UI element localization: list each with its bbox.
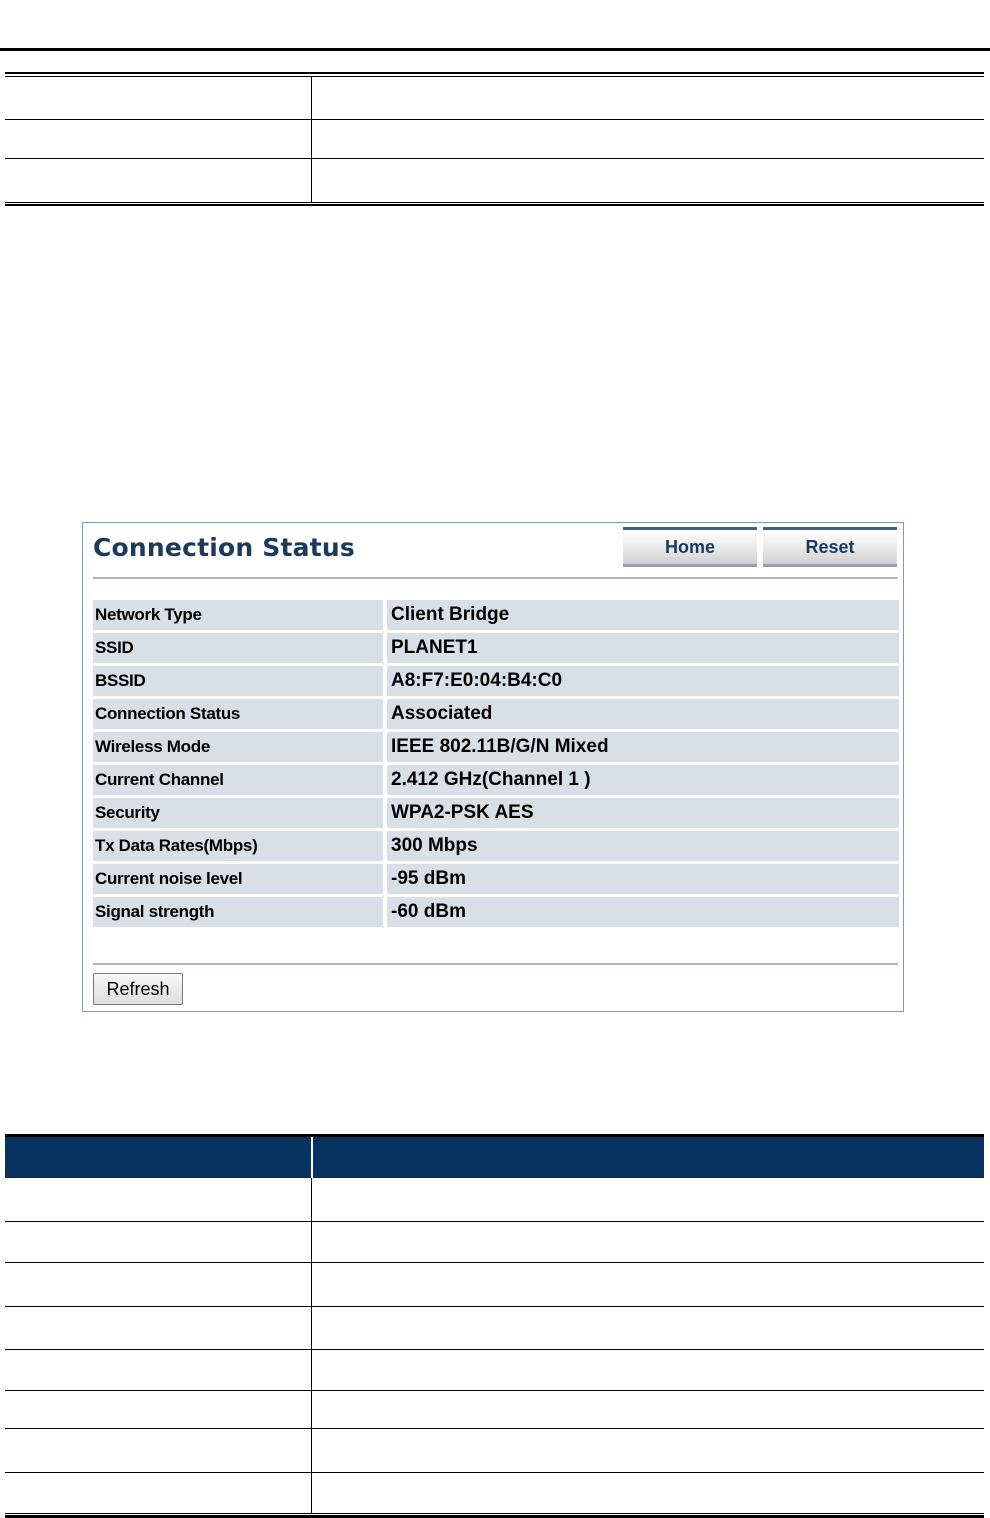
status-value: Client Bridge	[383, 600, 899, 630]
table-cell	[5, 1473, 312, 1513]
status-label: Security	[93, 798, 383, 828]
table-cell	[312, 120, 984, 158]
table-cell	[5, 120, 312, 158]
table-row	[5, 1178, 984, 1222]
status-value: A8:F7:E0:04:B4:C0	[383, 666, 899, 696]
table-cell	[312, 1263, 984, 1306]
page-header-rule	[0, 48, 990, 51]
table-cell	[5, 1222, 312, 1262]
table-cell	[5, 159, 312, 202]
status-label: Connection Status	[93, 699, 383, 729]
table-cell	[5, 1178, 312, 1221]
status-row-ssid	[93, 633, 899, 663]
table-cell	[5, 1391, 312, 1428]
table-cell	[312, 1222, 984, 1262]
table-cell	[5, 1429, 312, 1472]
table-row	[5, 120, 984, 159]
status-label: BSSID	[93, 666, 383, 696]
table-cell	[312, 77, 984, 119]
title-divider	[93, 577, 898, 579]
status-value: Associated	[383, 699, 899, 729]
table-row	[5, 159, 984, 202]
table-row	[5, 1429, 984, 1473]
reset-button[interactable]: Reset	[763, 527, 897, 564]
status-value: IEEE 802.11B/G/N Mixed	[383, 732, 899, 762]
status-label: Current noise level	[93, 864, 383, 894]
status-table	[93, 597, 899, 930]
status-row-wireless-mode	[93, 732, 899, 762]
status-row-tx-data-rates	[93, 831, 899, 861]
top-description-table	[5, 72, 984, 206]
footer-divider	[93, 963, 898, 965]
table-bottom-rule	[5, 204, 984, 206]
page-title: Connection Status	[93, 533, 355, 562]
table-row	[5, 1391, 984, 1429]
status-row-bssid	[93, 666, 899, 696]
status-value: 300 Mbps	[383, 831, 899, 861]
home-button[interactable]: Home	[623, 527, 757, 564]
status-row-current-channel	[93, 765, 899, 795]
status-row-connection-status	[93, 699, 899, 729]
status-label: Tx Data Rates(Mbps)	[93, 831, 383, 861]
table-header-row	[5, 1134, 984, 1178]
table-cell	[5, 77, 312, 119]
connection-status-panel	[82, 522, 904, 1012]
status-row-noise-level	[93, 864, 899, 894]
status-label: SSID	[93, 633, 383, 663]
table-row	[5, 1222, 984, 1263]
table-row	[5, 1263, 984, 1307]
status-value: 2.412 GHz(Channel 1 )	[383, 765, 899, 795]
table-header-cell	[313, 1137, 984, 1178]
table-cell	[312, 1307, 984, 1349]
table-row	[5, 1473, 984, 1513]
status-value: -95 dBm	[383, 864, 899, 894]
status-value: WPA2-PSK AES	[383, 798, 899, 828]
status-value: -60 dBm	[383, 897, 899, 927]
table-row	[5, 1307, 984, 1350]
status-row-network-type	[93, 600, 899, 630]
table-row	[5, 77, 984, 120]
status-label: Network Type	[93, 600, 383, 630]
table-row	[5, 1350, 984, 1391]
refresh-button[interactable]: Refresh	[93, 973, 183, 1005]
status-row-security	[93, 798, 899, 828]
table-cell	[312, 1350, 984, 1390]
bottom-description-table	[5, 1134, 984, 1518]
status-value: PLANET1	[383, 633, 899, 663]
table-cell	[312, 1473, 984, 1513]
status-label: Wireless Mode	[93, 732, 383, 762]
table-cell	[5, 1263, 312, 1306]
table-cell	[312, 1178, 984, 1221]
table-header-cell	[5, 1137, 313, 1178]
status-label: Signal strength	[93, 897, 383, 927]
status-label: Current Channel	[93, 765, 383, 795]
table-cell	[312, 1429, 984, 1472]
status-row-signal-strength	[93, 897, 899, 927]
table-cell	[312, 159, 984, 202]
table-cell	[5, 1307, 312, 1349]
table-cell	[312, 1391, 984, 1428]
table-cell	[5, 1350, 312, 1390]
